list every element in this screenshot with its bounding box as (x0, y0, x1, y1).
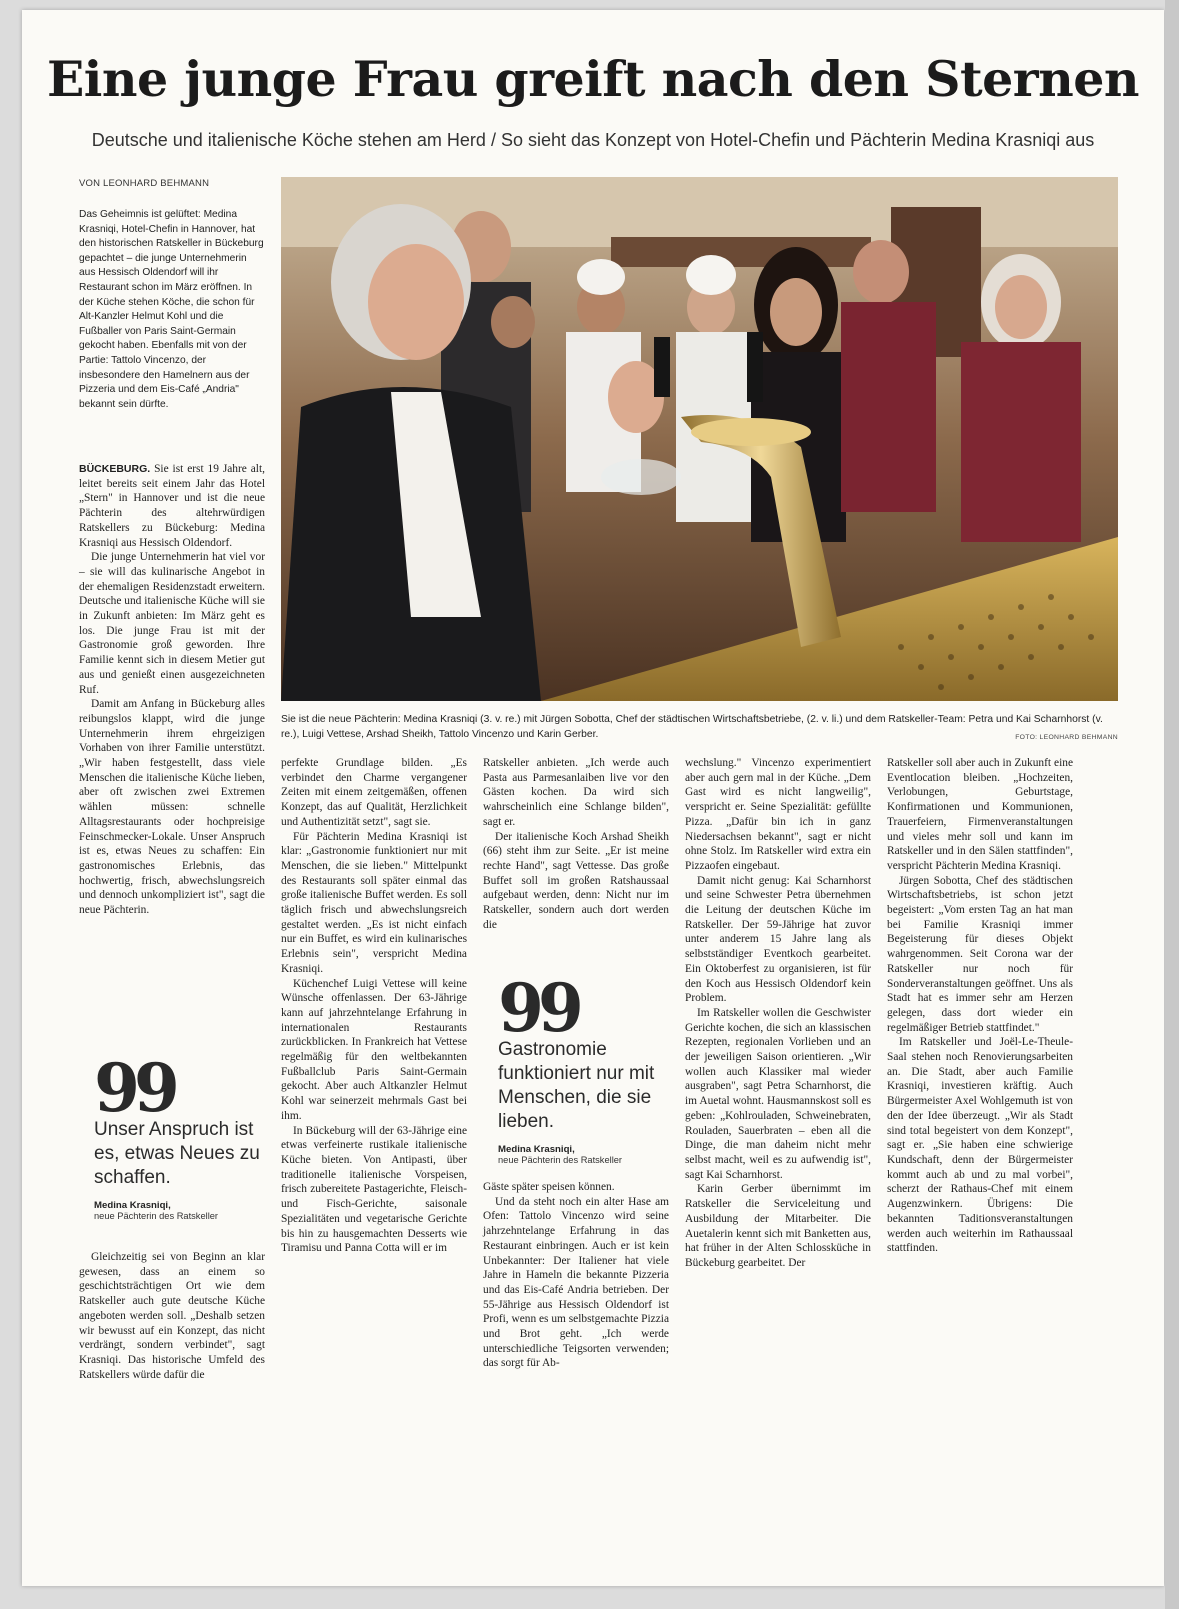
paragraph: Karin Gerber übernimmt im Ratskeller die Serviceleitung und Ausbildung der Mitarbeiter. Die Auetalerin kennt sich mit Banketten aus, hat früher in der Alten Schlossküche in Bückeburg gearbeitet. Der (685, 1183, 871, 1269)
quote-author: Medina Krasniqi, (498, 1144, 575, 1155)
paragraph: Im Ratskeller wollen die Geschwister Gerichte kochen, die sich an klassischen Rezepten, regionalen Vorlieben und an der jeweiligen Saison orientieren. „Wir wollen auch Klassiker mal wieder ausgraben", sagt Petra Scharnhorst, die im Auetal wohnt. Hausmannskost soll es geben: „Kohlrouladen, Schweinebraten, Rouladen, Sauerbraten – eben all die Dinge, die man daheim nicht mehr selbst macht, weil es zu aufwendig ist", sagt Kai Scharnhorst. (685, 1006, 871, 1181)
paragraph: Gäste später speisen können. (483, 1181, 615, 1193)
byline: VON LEONHARD BEHMANN (79, 178, 210, 189)
paragraph: Und da steht noch ein alter Hase am Ofen: Tattolo Vincenzo wird seine jahrzehntelange Erfahrung in das Restaurant einbringen. Auch er ist kein Unbekannter: Der Italiener hat viele Jahre in Hameln die bekannte Pizzeria und das Eis-Café Andria betrieben. Der 55-Jährige aus Hessisch Oldendorf ist Profi, wenn es um selbstgemachte Pizzia und Brot geht. „Ich werde unterschiedliche Teigsorten verwenden; das sorgt für Ab- (483, 1195, 669, 1370)
quote-author-role: neue Pächterin des Ratskeller (498, 1155, 623, 1165)
quote-mark-icon: 99 (94, 1049, 174, 1127)
paragraph: Küchenchef Luigi Vettese will keine Wünsche offenlassen. Der 63-Jährige kann auf jahrzehntelange Erfahrung in internationalen Restaurants zurückblicken. In Frankreich hat Vettese regelmäßig für den weltbekannten Fußballclub Paris Saint-Germain gekocht. Aber auch Altkanzler Helmut Kohl war seinerzeit mehrmals Gast bei ihm. (281, 977, 467, 1122)
article-photo (281, 177, 1118, 701)
paragraph: Damit am Anfang in Bückeburg alles reibungslos klappt, wird die junge Unternehmerin ihrem ehrgeizigen Vorhaben von ihrer Familie unterstützt. „Wir haben festgestellt, dass viele Menschen die italienische Küche lieben, aber oft zwischen zwei Extremen wählen müssen: schnelle Alltagsrestaurants oder hochpreisige Feinschmecker-Lokale. Unser Anspruch ist es, etwas Neues zu schaffen: Ein gastronomisches Erlebnis, das hochwertig, frisch, abwechslungsreich und dennoch unkompliziert ist", sagt die neue Pächterin. (79, 698, 265, 917)
screen-edge (1165, 0, 1179, 1609)
photo-caption (281, 713, 1118, 745)
newspaper-page (22, 10, 1164, 1586)
quote-author-role: neue Pächterin des Ratskeller (94, 1211, 219, 1221)
paragraph: Jürgen Sobotta, Chef des städtischen Wirtschaftsbetriebs, ist schon jetzt begeistert: „Vom ersten Tag an hat man bei Familie Krasniqi immer Begeisterung für dieses Objekt wahrgenommen. Seit Corona war der Ratskeller nur noch für Sonderveranstaltungen geöffnet. Uns als Stadt hat es immer sehr am Herzen gelegen, dass dort wieder ein regelmäßiger Betrieb stattfindet." (887, 874, 1073, 1034)
column-3-continued (483, 1180, 669, 1371)
column-3 (483, 756, 669, 932)
paragraph: perfekte Grundlage bilden. „Es verbindet den Charme vergangener Zeiten mit einem zeitgemäßen, offenen Konzept, das auf Qualität, Herzlichkeit und Authentizität setzt", sagt sie. (281, 757, 467, 828)
paragraph: Der italienische Koch Arshad Sheikh (66) steht ihm zur Seite. „Er ist meine rechte Hand", sagt Vettesse. Das große Buffet soll im großen Ratshaussaal aufgebaut werden, denn: Nicht nur im Ratskeller, sondern auch dort werden die (483, 830, 669, 931)
pull-quote-1 (94, 1049, 264, 1221)
paragraph: Die junge Unternehmerin hat viel vor – sie will das kulinarische Angebot in der ehemaligen Residenzstadt erweitern. Deutsche und italienische Küche will sie in Zukunft anbieten: Im März geht es los. Die junge Frau ist mit der Gastronomie groß geworden. Ihre Familie kennt sich in diesem Metier gut aus und genießt einen ausgezeichneten Ruf. (79, 551, 265, 696)
column-4 (685, 756, 871, 1271)
paragraph: Für Pächterin Medina Krasniqi ist klar: „Gastronomie funktioniert nur mit Menschen, die sie lieben." Mittelpunkt des Restaurants soll später einmal das große italienische Buffet werden. Es soll täglich frisch und abwechslungsreich gestaltet werden. „Es ist nicht einfach nur ein Buffet, es wird ein kulinarisches Erlebnis sein", verspricht Medina Krasniqi. (281, 830, 467, 975)
column-1-continued (79, 1250, 265, 1382)
paragraph: Ratskeller soll aber auch in Zukunft eine Eventlocation bleiben. „Hochzeiten, Verlobungen, Geburtstage, Konfirmationen und Kommunionen, Trauerfeiern, Firmenveranstaltungen und vieles mehr soll und kann im Ratskeller und in den Sälen stattfinden", verspricht Pächterin Medina Krasniqi. (887, 757, 1073, 872)
paragraph: Im Ratskeller und Joël-Le-Theule-Saal stehen noch Renovierungsarbeiten an. Die Stadt, aber auch Familie Krasniqi, investieren kräftig. Auch Bürgermeister Axel Wohlgemuth ist von den der Idee überzeugt. „Wir als Stadt sind total begeistert von dem Konzept", sagt er. „Sie haben eine schwierige Kundschaft, denn der Bürgermeister kommt auch ab und zu mal vorbei", scherzt der Rathaus-Chef mit einem Augenzwinkern. Übrigens: Die bekannten Taditionsveranstaltungen werden auch weiterhin im Rathaussaal stattfinden. (887, 1036, 1073, 1255)
column-5 (887, 756, 1073, 1256)
column-2 (281, 756, 467, 1256)
subheadline: Deutsche und italienische Köche stehen am Herd / So sieht das Konzept von Hotel-Chefin und Pächterin Medina Krasniqi aus (91, 130, 1095, 150)
paragraph: wechslung." Vincenzo experimentiert aber auch gern mal in der Küche. „Dem Gast wird es nicht langweilig", verspricht er. Seine Spezialität: gefüllte Pizza. „Dafür bin ich in ganz Niedersachsen bekannt", sagt er nicht ohne Stolz. Im Ratskeller wird extra ein Pizzaofen eingebaut. (685, 757, 871, 872)
caption-text: Sie ist die neue Pächterin: Medina Krasniqi (3. v. re.) mit Jürgen Sobotta, Chef der städtischen Wirtschaftsbetriebe, (2. v. li.) und dem Ratskeller-Team: Petra und Kai Scharnhorst (v. re.), Luigi Vettese, Arshad Sheikh, Tattolo Vincenzo und Karin Gerber. (281, 714, 1103, 740)
dateline: BÜCKEBURG. (79, 463, 151, 475)
paragraph: In Bückeburg will der 63-Jährige eine etwas verfeinerte rustikale italienische Küche bieten. Von Antipasti, über traditionelle italienische Vorspeisen, frisch zubereitete Pastagerichte, Fleisch- und Fisch-Gerichte, saisonale Spezialitäten und vegetarische Gerichte bis hin zu hausgemachten Desserts wie Tiramisu und Panna Cotta will er im (281, 1124, 467, 1255)
column-1 (79, 462, 265, 918)
pull-quote-2 (498, 969, 668, 1165)
photo-illustration (281, 177, 1118, 701)
photo-credit: FOTO: LEONHARD BEHMANN (1015, 733, 1118, 741)
intro-paragraph: Das Geheimnis ist gelüftet: Medina Krasniqi, Hotel-Chefin in Hannover, hat den historischen Ratskeller in Bückeburg gepachtet – die junge Unternehmerin aus Hessisch Oldendorf will ihr Restaurant schon im März eröffnen. In der Küche stehen Köche, die schon für Alt-Kanzler Helmut Kohl und die Fußballer von Paris Saint-Germain gekocht haben. Ebenfalls mit von der Partie: Tattolo Vincenzo, der insbesondere den Hamelnern aus der Pizzeria und dem Eis-Café „Andria" bekannt sein dürfte. (79, 209, 264, 410)
quote-author: Medina Krasniqi, (94, 1200, 171, 1211)
paragraph: Damit nicht genug: Kai Scharnhorst und seine Schwester Petra übernehmen die Leitung der deutschen Küche im Ratskeller. Der 59-Jährige hat zuvor unter anderem 15 Jahre lang als selbstständiger Eventkoch gearbeitet. Ein Oktoberfest zu organisieren, ist für den Koch aus Hessisch Oldendorf kein Problem. (685, 874, 871, 1005)
paragraph: Gleichzeitig sei von Beginn an klar gewesen, dass an einem so geschichtsträchtigen Ort wie dem Ratskeller auch gute deutsche Küche angeboten werden soll. „Deshalb setzen wir bewusst auf ein Konzept, das nicht verdrängt, sondern verbindet", sagt Krasniqi. Das historische Umfeld des Ratskellers würde dafür die (79, 1251, 265, 1381)
headline: Eine junge Frau greift nach den Sternen (46, 50, 1140, 108)
quote-text: Gastronomie funktioniert nur mit Menschen, die sie lieben. (498, 1039, 655, 1132)
quote-mark-icon: 99 (498, 969, 578, 1047)
paragraph: Sie ist erst 19 Jahre alt, leitet bereits seit einem Jahr das Hotel „Stern" in Hannover und ist die neue Pächterin des altehrwürdigen Ratskellers zu Bückeburg: Medina Krasniqi aus Hessisch Oldendorf. (79, 463, 265, 549)
paragraph: Ratskeller anbieten. „Ich werde auch Pasta aus Parmesanlaiben live vor den Gästen kochen. Da wird sich wahrscheinlich eine Schlange bilden", sagt er. (483, 757, 669, 828)
quote-text: Unser Anspruch ist es, etwas Neues zu schaffen. (94, 1119, 260, 1188)
